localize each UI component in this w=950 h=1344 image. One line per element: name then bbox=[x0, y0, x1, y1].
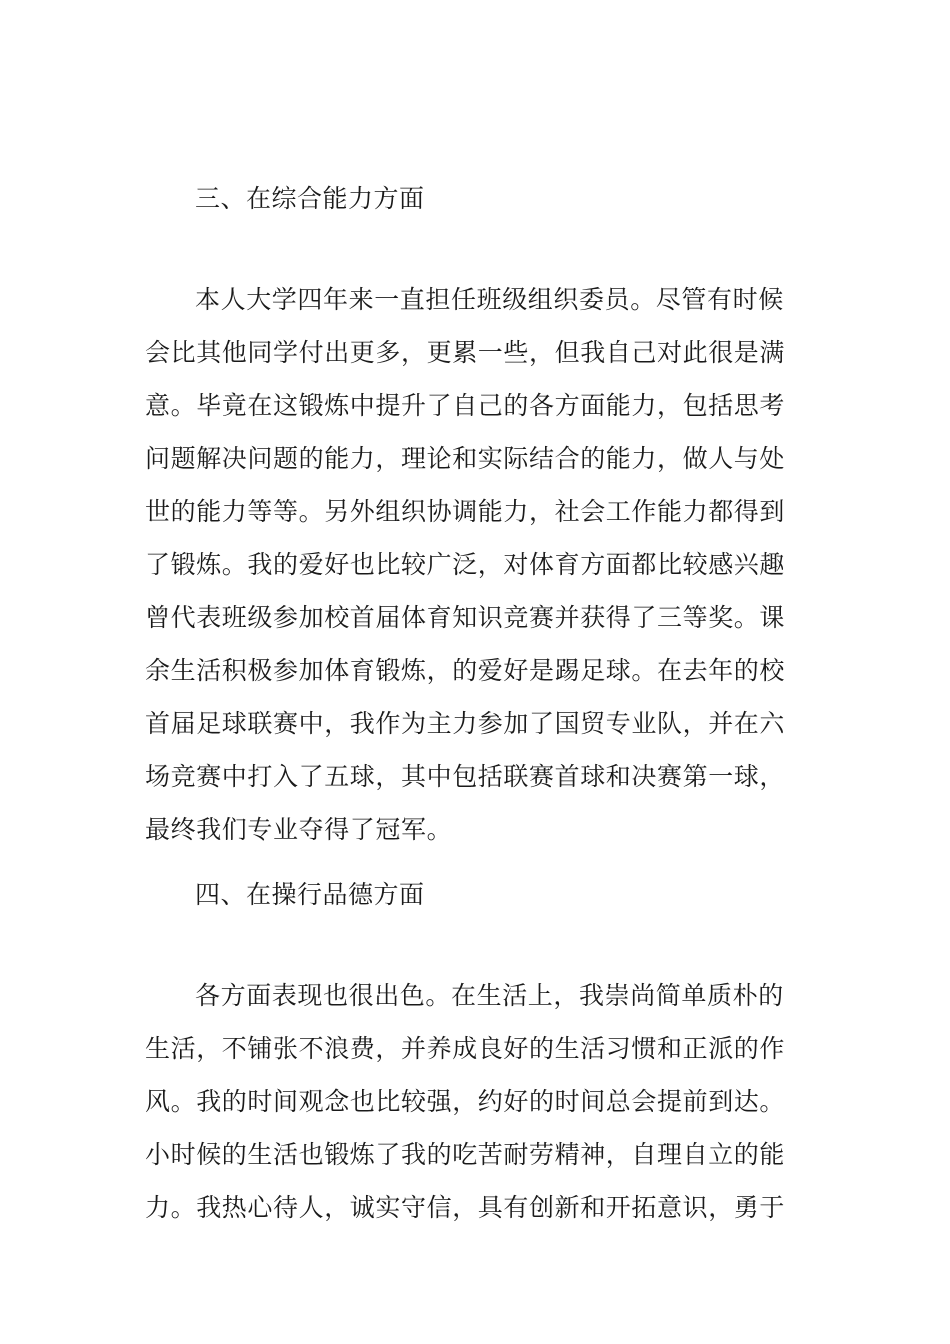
section-heading-moral-conduct: 四、在操行品德方面 bbox=[195, 880, 425, 909]
paragraph-line: 场竞赛中打入了五球，其中包括联赛首球和决赛第一球， bbox=[145, 762, 786, 791]
paragraph-line: 意。毕竟在这锻炼中提升了自己的各方面能力，包括思考 bbox=[145, 391, 786, 420]
paragraph-line: 余生活积极参加体育锻炼，的爱好是踢足球。在去年的校 bbox=[145, 656, 786, 685]
paragraph-line: 小时候的生活也锻炼了我的吃苦耐劳精神，自理自立的能 bbox=[145, 1140, 786, 1169]
paragraph-line: 风。我的时间观念也比较强，约好的时间总会提前到达。 bbox=[145, 1087, 786, 1116]
paragraph-line: 了锻炼。我的爱好也比较广泛，对体育方面都比较感兴趣 bbox=[145, 550, 786, 579]
paragraph-line: 首届足球联赛中，我作为主力参加了国贸专业队，并在六 bbox=[145, 709, 786, 738]
paragraph-line: 问题解决问题的能力，理论和实际结合的能力，做人与处 bbox=[145, 444, 786, 473]
paragraph-line: 本人大学四年来一直担任班级组织委员。尽管有时候 bbox=[195, 285, 784, 314]
paragraph-line: 最终我们专业夺得了冠军。 bbox=[145, 815, 453, 844]
paragraph-line: 各方面表现也很出色。在生活上，我崇尚简单质朴的 bbox=[195, 981, 784, 1010]
paragraph-line: 力。我热心待人，诚实守信，具有创新和开拓意识，勇于 bbox=[145, 1193, 786, 1222]
paragraph-line: 世的能力等等。另外组织协调能力，社会工作能力都得到 bbox=[145, 497, 786, 526]
paragraph-moral-conduct bbox=[145, 980, 815, 1245]
paragraph-line: 生活，不铺张不浪费，并养成良好的生活习惯和正派的作 bbox=[145, 1034, 786, 1063]
paragraph-comprehensive-ability bbox=[145, 284, 815, 867]
section-heading-comprehensive-ability: 三、在综合能力方面 bbox=[195, 184, 425, 213]
paragraph-line: 曾代表班级参加校首届体育知识竞赛并获得了三等奖。课 bbox=[145, 603, 786, 632]
paragraph-line: 会比其他同学付出更多，更累一些，但我自己对此很是满 bbox=[145, 338, 786, 367]
